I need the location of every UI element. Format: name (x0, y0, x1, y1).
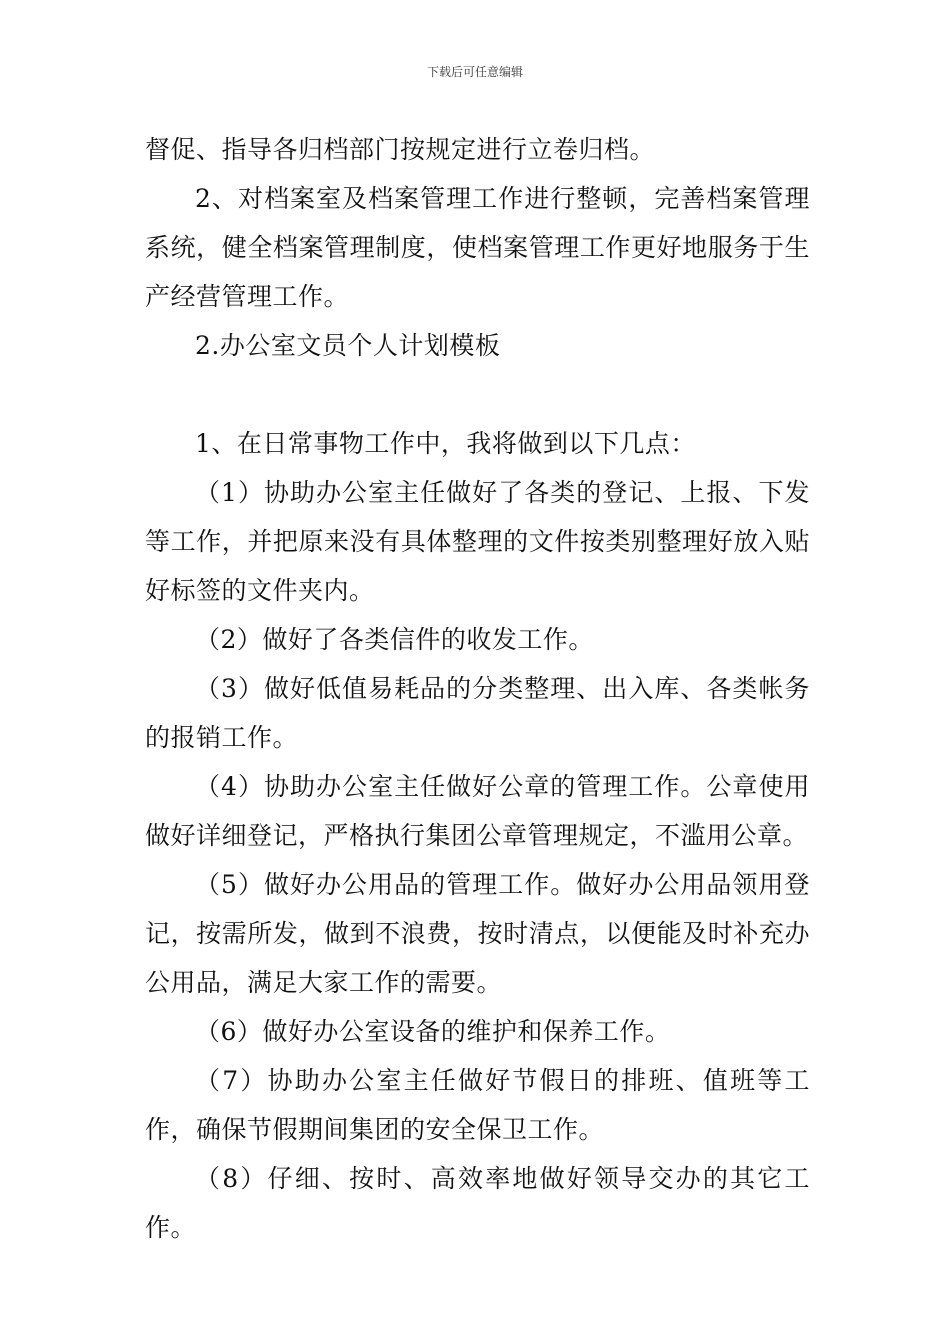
list-item-8: （8）仔细、按时、高效率地做好领导交办的其它工作。 (145, 1164, 810, 1242)
blank-line (145, 370, 810, 419)
paragraph-daily-affairs-intro: 1、在日常事物工作中，我将做到以下几点： (195, 429, 696, 458)
list-item-6: （6）做好办公室设备的维护和保养工作。 (195, 1017, 671, 1046)
page-header: 下载后可任意编辑 (426, 65, 523, 79)
list-item-2: （2）做好了各类信件的收发工作。 (195, 625, 594, 654)
list-item-3: （3）做好低值易耗品的分类整理、出入库、各类帐务的报销工作。 (145, 674, 810, 752)
document-body (145, 125, 810, 1252)
list-item-1: （1）协助办公室主任做好了各类的登记、上报、下发等工作，并把原来没有具体整理的文件按类别整理好放入贴好标签的文件夹内。 (145, 478, 810, 605)
list-item-7: （7）协助办公室主任做好节假日的排班、值班等工作，确保节假期间集团的安全保卫工作。 (145, 1066, 810, 1144)
list-item-5: （5）做好办公用品的管理工作。做好办公用品领用登记，按需所发，做到不浪费，按时清点，以便能及时补充办公用品，满足大家工作的需要。 (145, 870, 810, 997)
paragraph-archiving-supervision: 督促、指导各归档部门按规定进行立卷归档。 (145, 135, 656, 164)
list-item-4: （4）协助办公室主任做好公章的管理工作。公章使用做好详细登记，严格执行集团公章管理规定，不滥用公章。 (145, 772, 810, 850)
section-heading-clerk-plan: 2.办公室文员个人计划模板 (195, 331, 501, 360)
paragraph-archive-rectification: 2、对档案室及档案管理工作进行整顿，完善档案管理系统，健全档案管理制度，使档案管理工作更好地服务于生产经营管理工作。 (145, 184, 810, 311)
